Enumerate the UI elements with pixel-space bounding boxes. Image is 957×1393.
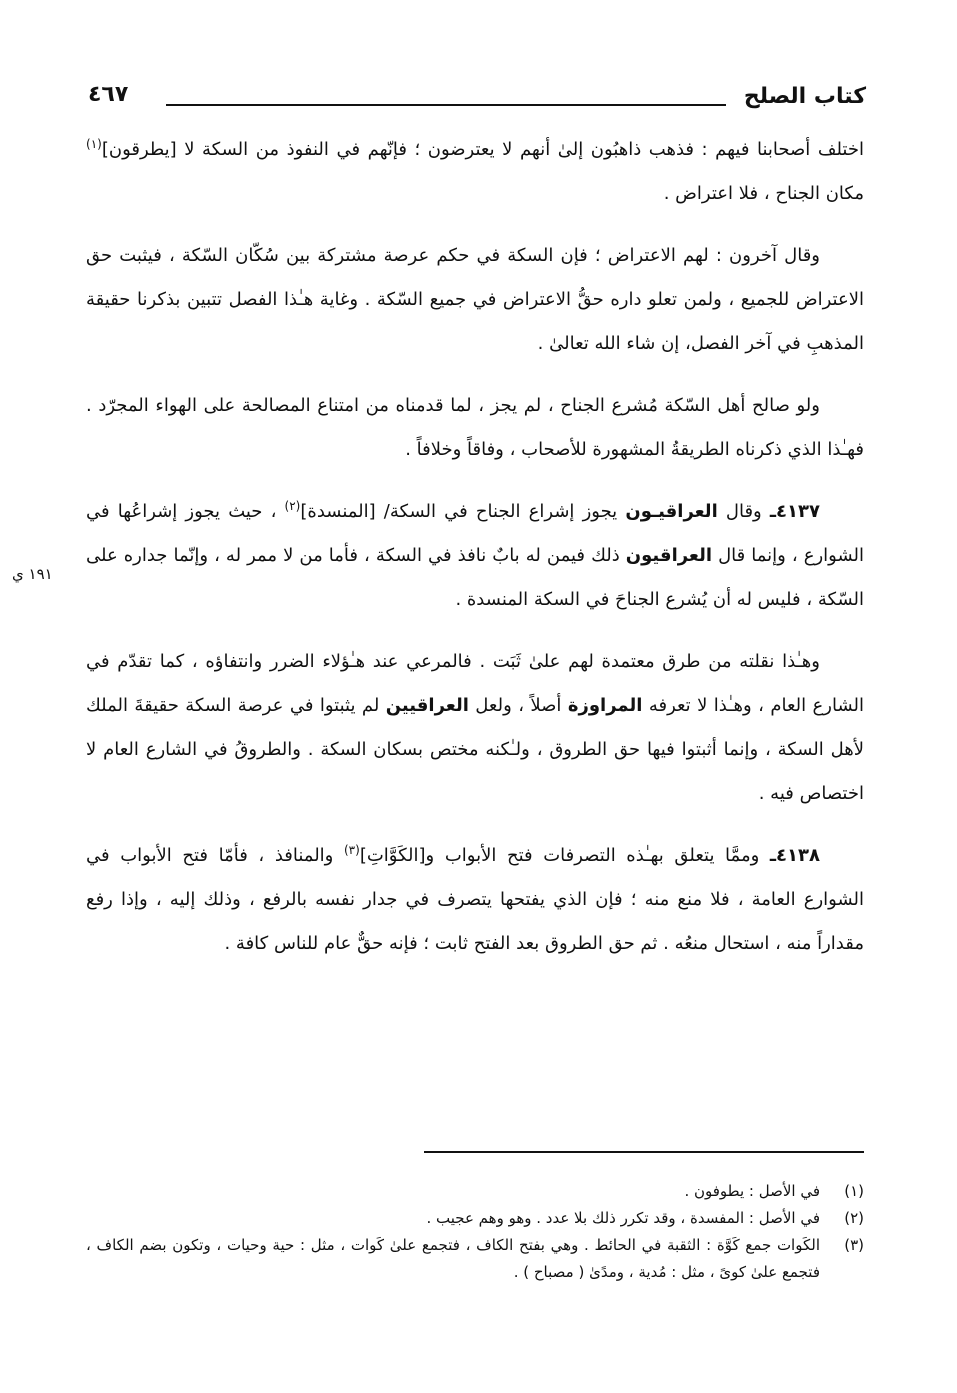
section-number: ٤١٣٨ـ xyxy=(769,845,820,866)
footnote-1: (١) في الأصل : يطوفون . xyxy=(684,1182,864,1200)
footnote-3: (٣) الكَوات جمع كَوَّة : الثقبة في الحائط . وهي بفتح الكاف ، فتجمع علىٰ كَوات ، مثل : حية وحيات ، وتكون بضم الكاف ، فتجمع علىٰ كوىً ، مثل : مُدية ، ومدًىٰ ( مصباح ) . xyxy=(86,1236,864,1281)
footnote-2: (٢) في الأصل : المفسدة ، وقد تكرر ذلك بلا عدد . وهو وهم عجيب . xyxy=(426,1209,864,1227)
paragraph-4138: ٤١٣٨ـ وممَّا يتعلق بهـٰذه التصرفات فتح الأبواب و[الكَوَّاتِ]$^{(٣)}$ والمنافذ ، فأمّا فتح الأبواب في الشوارع العامة ، فلا منع منه ؛ فإن الذي يفتحها يتصرف في جدار نفسه بالرفع ، وذلك إليه ، وإذا رفع مقداراً منه ، استحال منعُه . ثم حق الطروق بعد الفتح ثابت ؛ فإنه حقٌّ عام للناس كافة . xyxy=(86,843,864,954)
footnote-ref-3: (٣) xyxy=(343,843,360,857)
paragraph-2: وقال آخرون : لهم الاعتراض ؛ فإن السكة في حكم عرصة مشتركة بين سُكّان السّكة ، فيثبت حق الاعتراض للجميع ، ولمن تعلو داره حقُّ الاعتراض في جميع السّكة . وغاية هـٰذا الفصل تتبين بذكرنا حقيقة المذهبِ في آخر الفصل، إن شاء الله تعالىٰ . xyxy=(86,245,864,354)
footnotes xyxy=(86,1178,864,1286)
main-text xyxy=(86,128,864,984)
footnote-ref-1: (١) xyxy=(86,137,102,151)
margin-note: ١٩١ ي xyxy=(12,565,53,583)
paragraph-5: وهـٰذا نقلته من طرق معتمدة لهم علىٰ ثَبَت . فالمرعي عند هـٰؤلاء الضرر وانتفاؤه ، كما تقدّم في الشارع العام ، وهـٰذا لا تعرفه المراوزة أصلاً ، ولعل العراقيين لم يثبتوا في عرصة السكة حقيقةَ الملك لأهل السكة ، وإنما أثبتوا فيها حق الطروق ، ولـٰكنه مختص بسكان السكة . والطروقُ في الشارع العام لا اختصاص فيه . xyxy=(86,651,864,804)
footnote-rule xyxy=(424,1151,864,1153)
chapter-title: كتاب الصلح xyxy=(743,84,866,109)
paragraph-1: اختلف أصحابنا فيهم : فذهب ذاهبُون إلىٰ أنهم لا يعترضون ؛ فإنّهم في النفوذ من السكة لا [يطرقون]$^{(١)}$ مكان الجناح ، فلا اعتراض . xyxy=(86,137,864,204)
footnote-ref-2: (٢) xyxy=(284,499,301,513)
paragraph-4137: ٤١٣٧ـ وقال العراقيـون يجوز إشراع الجناح في السكة/ [المنسدة]$^{(٢)}$ ، حيث يجوز إشراعُها في الشوارع ، وإنما قال العراقيون ذلك فيمن له بابٌ نافذ في السكة ، فأما من لا ممر له ، وإنّما جداره على السّكة ، فليس له أن يُشرع الجناحَ في السكة المنسدة . xyxy=(86,499,865,610)
page-header xyxy=(86,80,866,120)
header-rule xyxy=(166,104,726,106)
paragraph-3: ولو صالح أهل السّكة مُشرع الجناح ، لم يجز ، لما قدمناه من امتناع المصالحة على الهواء المجرّد . فهـٰذا الذي ذكرناه الطريقةُ المشهورة للأصحاب ، وفاقاً وخلافاً . xyxy=(86,395,864,460)
page-number: ٤٦٧ xyxy=(88,82,129,107)
section-number: ٤١٣٧ـ xyxy=(769,501,820,522)
